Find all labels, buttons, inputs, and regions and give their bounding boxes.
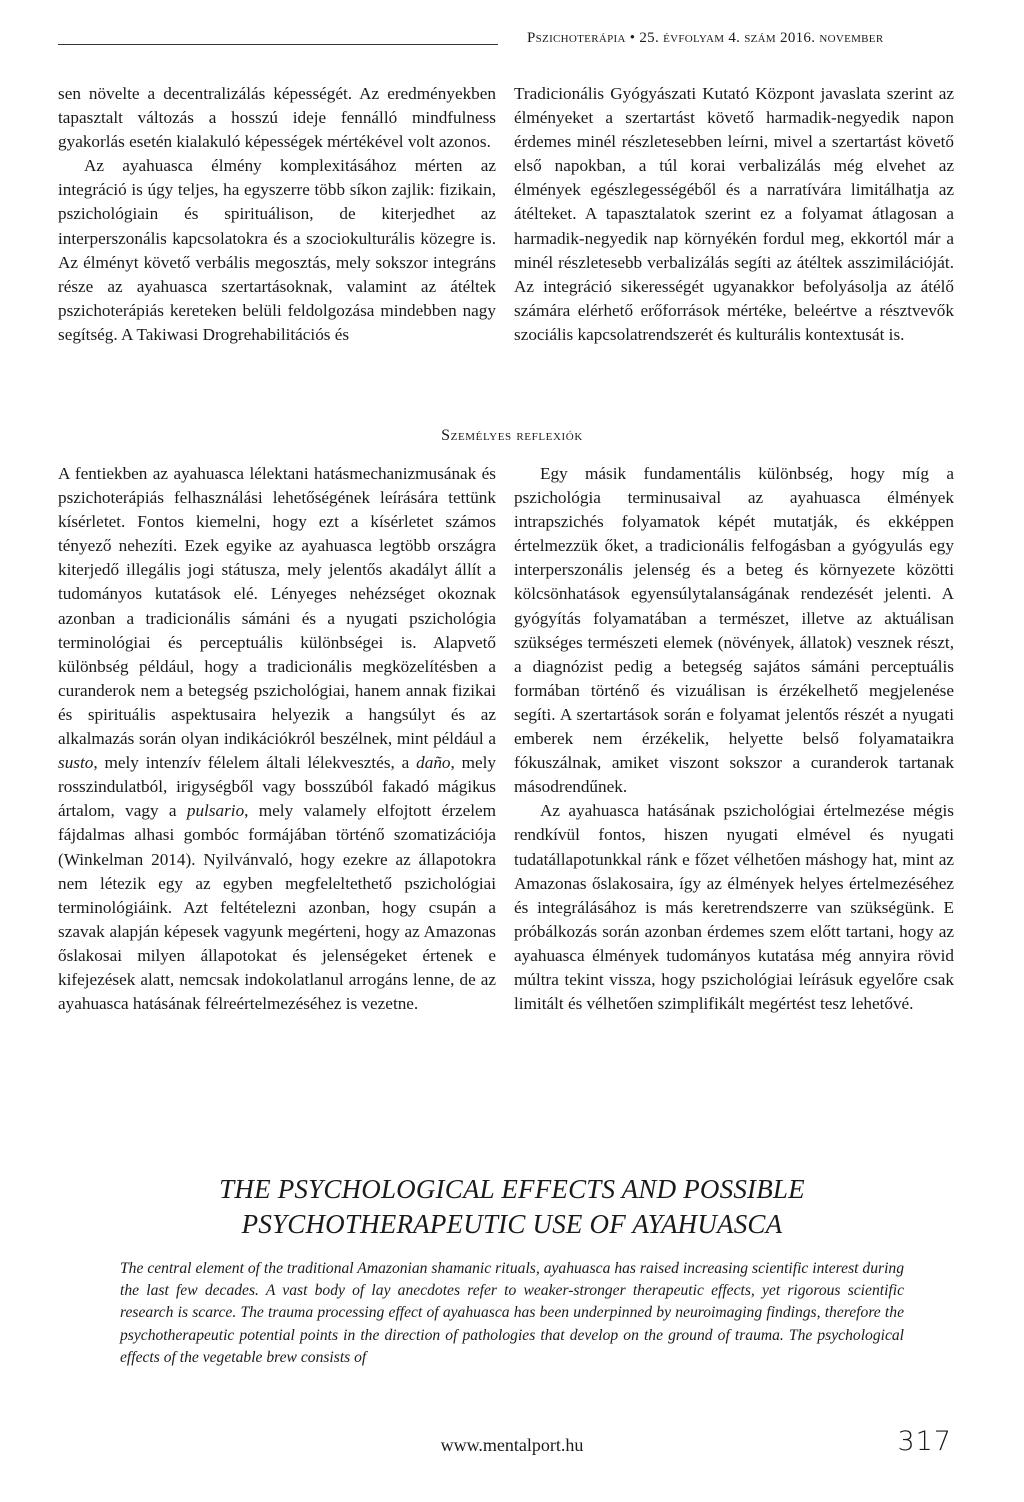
text-run: , mely intenzív félelem általi lélekvesztés, a (93, 753, 410, 773)
top-right-column (514, 82, 954, 347)
english-title-line: PSYCHOTHERAPEUTIC USE OF AYAHUASCA (241, 1209, 783, 1239)
bottom-right-column (514, 462, 954, 1016)
page-number: 317 (897, 1426, 952, 1457)
paragraph: Az ayahuasca hatásának pszichológiai értelmezése mégis rendkívül fontos, hiszen nyugati elmével és nyugati tudatállapotunkkal ránk e főzet vélhetően máshogy hat, mint az Amazonas őslakosaira, így az élmények helyes értelmezéséhez és integrálásához is más keretrendszerre van szükségünk. E próbálkozás során azonban érdemes szem előtt tartani, hogy az ayahuasca élmények tudományos kutatása még annyira rövid múltra tekint vissza, hogy pszichológiai leírásuk egyelőre csak limitált és vélhetően szimplifikált megértést tesz lehetővé. (514, 801, 954, 1014)
top-left-column (58, 82, 496, 347)
running-head (527, 30, 967, 47)
english-abstract: The central element of the traditional Amazonian shamanic rituals, ayahuasca has raised increasing scientific interest during the last few decades. A vast body of lay anecdotes refer to weaker-stronger therapeutic effects, yet rigorous scientific research is scarce. The trauma processing effect of ayahuasca has been underpinned by neuroimaging findings, therefore the psychotherapeutic potential points in the direction of pathologies that develop on the ground of trauma. The psychological effects of the vegetable brew consists of (120, 1260, 904, 1366)
text-run: A fentiekben az ayahuasca lélektani hatásmechanizmusának és pszichoterápiás felhasználási lehetőségének leírására tettünk kísérletet. Fontos kiemelni, hogy ezt a kísérletet számos tényező nehezíti. Ezek egyike az ayahuasca legtöbb országra kiterjedő illegális jogi státusza, mely jelentős akadályt állít a tudományos kutatások elé. Lényeges nehézséget okoznak azonban a tradicionális sámáni és a nyugati pszichológia terminológiai és perceptuális különbségei is. Alapvető különbség például, hogy a tradicionális megközelítésben a curanderok nem a betegség pszichológiai, hanem annak fizikai és spirituális aspektusaira helyezik a hangsúlyt és az alkalmazás során olyan indikációkról beszélnek, mint például a (58, 464, 496, 749)
section-heading: Személyes reflexiók (441, 427, 583, 444)
term-dano: daño (416, 753, 451, 773)
paragraph: Egy másik fundamentális különbség, hogy míg a pszichológia terminusaival az ayahuasca élmények intrapszichés folyamatok képét mutatják, és ekképpen értelmezzük őket, a tradicionális felfogásban a gyógyulás egy interperszonális jelenség és a beteg és környezete közötti kölcsönhatások egyensúlytalanságának rendezését jelenti. A gyógyítás folyamatában a természet, illetve az aktuálisan szükséges természeti elemek (növények, állatok) vesznek részt, a diagnózist pedig a betegség sajátos sámáni perceptuális formában történő és vizuálisan is érzékelhető megjelenése segíti. A szertartások során e folyamat jelentős részét a nyugati emberek nem érzékelik, helyette belső folyamataikra fókuszálnak, amiket viszont sokszor a curanderok tartanak másodrendűnek. (514, 464, 954, 797)
english-title-line: THE PSYCHOLOGICAL EFFECTS AND POSSIBLE (219, 1174, 805, 1204)
journal-issue: • 25. évfolyam 4. szám 2016. november (629, 30, 884, 46)
english-title (0, 1172, 1024, 1242)
paragraph: Tradicionális Gyógyászati Kutató Központ javaslata szerint az élményeket a szertartást követő harmadik-negyedik napon érdemes minél részletesebben leírni, mivel a szertartást követő első napokban, a túl korai verbalizálás még elvehet az élmények egészlegességéből és a narratívára limitálhatja az átélteket. A tapasztalatok szerint ez a folyamat átlagosan a harmadik-negyedik nap környékén fordul meg, ekkortól már a minél részletesebb verbalizálás segíti az átéltek asszimilációját. Az integráció sikerességét ugyanakkor befolyásolja az átélő számára elérhető erőforrások mértéke, beleértve a résztvevők szociális kapcsolatrendszerét és kulturális kontextusát is. (514, 84, 954, 344)
term-pulsario: pulsario (186, 801, 245, 821)
footer-url: www.mentalport.hu (440, 1435, 584, 1455)
bottom-left-column (58, 462, 496, 1016)
text-run: , mely valamely elfojtott érzelem fájdalmas alhasi gombóc formájában történő szomatizációja (Winkelman 2014). Nyilvánvaló, hogy ezekre az állapotokra nem létezik egy az egyben megfeleltethető pszichológiai terminológiáink. Azt feltételezni azonban, hogy csupán a szavak alapján képesek vagyunk megérteni, hogy az Amazonas őslakosai milyen állapotokat és jelenségeket értenek e kifejezések alatt, nemcsak indokolatlanul arrogáns lenne, de az ayahuasca hatásának félreértelmezéséhez is vezetne. (58, 801, 496, 1014)
paragraph: Az ayahuasca élmény komplexitásához mérten az integráció is úgy teljes, ha egyszerre több síkon zajlik: fizikain, pszichológiain és spirituálison, de kiterjedhet az interperszonális kapcsolatokra és a szociokulturális közegre is. Az élményt követő verbális megosztás, mely sokszor integráns része az ayahuasca szertartásoknak, valamint az átéltek pszichoterápiás kereteken belüli feldolgozása mindebben nagy segítség. A Takiwasi Drogrehabilitációs és (58, 156, 496, 344)
paragraph (58, 462, 496, 1016)
paragraph: sen növelte a decentralizálás képességét. Az eredményekben tapasztalt változás a hosszú ideje fennálló mindfulness gyakorlás esetén kialakuló képességek mértékével volt azonos. (58, 84, 496, 152)
journal-name: Pszichoterápia (527, 30, 626, 46)
term-susto: susto (58, 753, 94, 773)
header-rule (58, 44, 498, 45)
text-run: , mely rosszindulatból, irigységből vagy bosszúból fakadó mágikus ártalom, vagy a (58, 753, 497, 821)
